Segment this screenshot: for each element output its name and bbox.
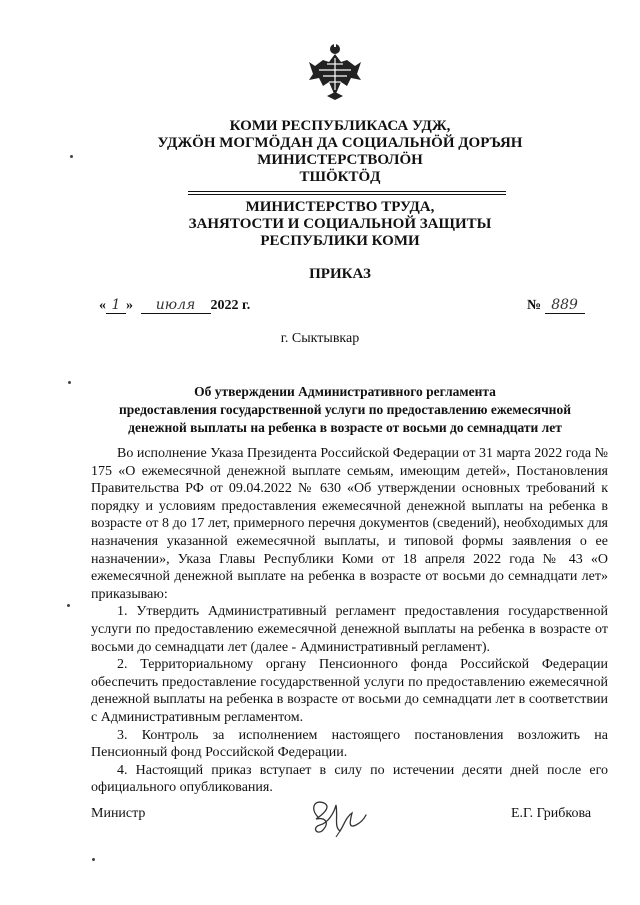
order-item-1: 1. Утвердить Административный регламент предоставления государственной услуги по предоставлению ежемесячной денежной выплаты на ребенка в возрасте от восьми до семнадцати лет (далее - Административный регламент). (91, 604, 608, 655)
date-open-quote: « (99, 298, 106, 313)
subject-line: предоставления государственной услуги по предоставлению ежемесячной (119, 402, 571, 417)
date-month: июля (141, 297, 211, 314)
scan-speck (70, 155, 73, 158)
russian-header-line: МИНИСТЕРСТВО ТРУДА, (245, 199, 435, 215)
number-prefix: № (527, 298, 542, 313)
header-divider-top (188, 191, 506, 192)
komi-header-line: КОМИ РЕСПУБЛИКАСА УДЖ, (229, 118, 451, 134)
date-year: 2022 г. (210, 298, 251, 313)
scan-speck (92, 858, 95, 861)
order-item-3: 3. Контроль за исполнением настоящего постановления возложить на Пенсионный фонд Российской Федерации. (91, 727, 608, 761)
date-close-quote: » (126, 298, 133, 313)
order-date (99, 297, 250, 314)
number-value: 889 (545, 297, 585, 314)
handwritten-signature-icon (300, 795, 380, 839)
signer-role: Министр (91, 806, 146, 821)
komi-header-line: УДЖÖН МОГМÖДАН ДА СОЦИАЛЬНÖЙ ДОРЪЯН (157, 135, 523, 151)
scan-speck (68, 381, 71, 384)
komi-coat-of-arms-icon (305, 40, 365, 102)
order-subject (95, 383, 595, 437)
order-number (527, 297, 585, 314)
order-body (91, 445, 608, 797)
preamble-paragraph: Во исполнение Указа Президента Российской Федерации от 31 марта 2022 года № 175 «О ежемесячной денежной выплате семьям, имеющим детей», Постановления Правительства РФ от 09.04.2022 № 630 «Об утверждении основных требований к порядку и условиям предоставления ежемесячной денежной выплаты на ребенка в возрасте от 8 до 17 лет, примерного перечня документов (сведений), необходимых для назначения указанной ежемесячной выплаты, и типовой формы заявления о ее назначении», Указа Главы Республики Коми от 18 апреля 2022 года № 43 «О ежемесячной денежной выплате на ребенка в возрасте от восьми до семнадцати лет» приказываю: (91, 446, 608, 602)
subject-line: денежной выплаты на ребенка в возрасте от восьми до семнадцати лет (128, 420, 562, 435)
russian-ministry-header (120, 199, 560, 250)
russian-header-line: ЗАНЯТОСТИ И СОЦИАЛЬНОЙ ЗАЩИТЫ (188, 216, 492, 232)
scan-speck (67, 604, 70, 607)
order-item-4: 4. Настоящий приказ вступает в силу по истечении десяти дней после его официального опубликования. (91, 762, 608, 796)
russian-header-line: РЕСПУБЛИКИ КОМИ (260, 233, 420, 249)
komi-header-line: ТШÖКТÖД (299, 169, 381, 185)
city-name: г. Сыктывкар (280, 331, 360, 346)
subject-line: Об утверждении Административного регламента (194, 384, 496, 399)
order-item-2: 2. Территориальному органу Пенсионного фонда Российской Федерации обеспечить предоставление государственной услуги по предоставлению ежемесячной денежной выплаты на ребенка в возрасте от восьми до семнадцати лет в соответствии с Административным регламентом. (91, 657, 608, 725)
date-day: 1 (106, 297, 126, 314)
signer-name: Е.Г. Грибкова (511, 806, 592, 821)
komi-ministry-header (120, 118, 560, 186)
document-type-title: ПРИКАЗ (309, 266, 371, 282)
header-divider-bottom (188, 194, 506, 195)
komi-header-line: МИНИСТЕРСТВОЛÖН (257, 152, 423, 168)
